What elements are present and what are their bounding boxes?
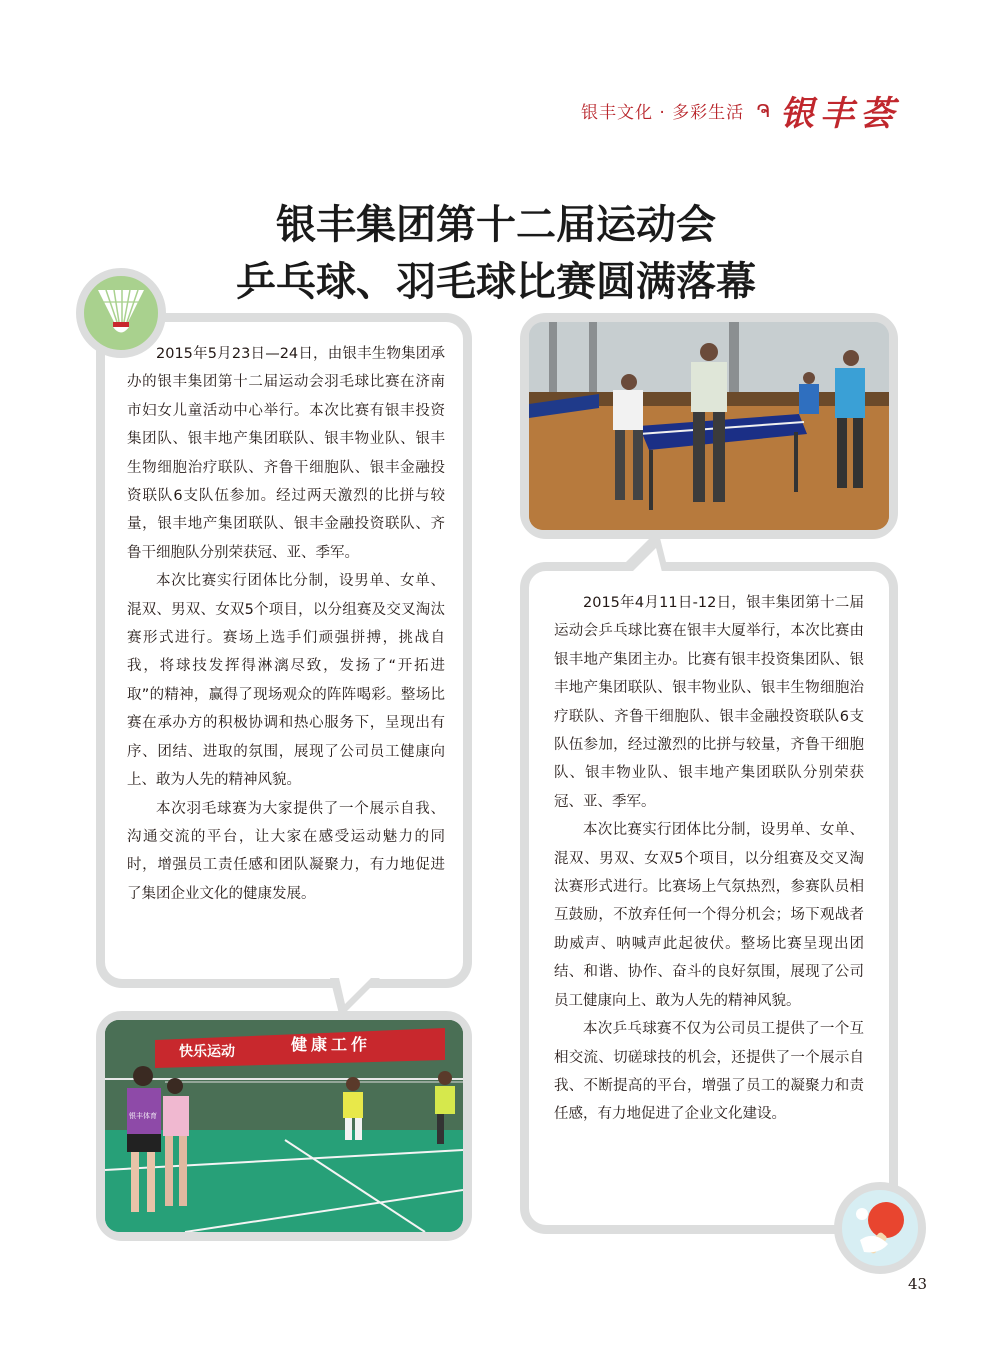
pingpong-paddle-badge-icon xyxy=(834,1182,926,1274)
magazine-logo: 银丰荟 xyxy=(780,94,900,134)
article-paragraph: 2015年4月11日-12日，银丰集团第十二届运动会乒乓球比赛在银丰大厦举行，本次比赛由银丰地产集团主办。比赛有银丰投资集团队、银丰地产集团联队、银丰物业队、银丰生物细胞治疗联队、齐鲁干细胞队、银丰金融投资联队6支队伍参加，经过激烈的比拼与较量，齐鲁干细胞队、银丰物业队、银丰地产集团联队分别荣获冠、亚、季军。 xyxy=(554,595,864,810)
shuttlecock-icon xyxy=(84,276,158,350)
article-paragraph: 本次比赛实行团体比分制，设男单、女单、混双、男双、女双5个项目，以分组赛及交叉淘汰赛形式进行。比赛场上气氛热烈，参赛队员相互鼓励，不放弃任何一个得分机会；场下观战者助威声、呐喊声此起彼伏。整场比赛呈现出团结、和谐、协作、奋斗的良好氛围，展现了公司员工健康向上、敢为人先的精神风貌。 xyxy=(554,822,864,1009)
pingpong-scene-illustration xyxy=(529,322,889,530)
bubble-tail-inner xyxy=(632,548,662,572)
banner-text-left: 快乐运动 xyxy=(179,1044,235,1060)
badminton-scene-illustration xyxy=(105,1020,463,1232)
pingpong-paddle-icon xyxy=(842,1190,918,1266)
swirl-ornament-icon: ຈ xyxy=(756,98,770,123)
article-paragraph: 本次比赛实行团体比分制，设男单、女单、混双、男双、女双5个项目，以分组赛及交叉淘汰赛形式进行。赛场上选手们顽强拼搏，挑战自我，将球技发挥得淋漓尽致，发扬了“开拓进取”的精神，赢得了现场观众的阵阵喝彩。整场比赛在承办方的积极协调和热心服务下，呈现出有序、团结、进取的氛围，展现了公司员工健康向上、敢为人先的精神风貌。 xyxy=(127,573,445,789)
article-paragraph: 2015年5月23日—24日，由银丰生物集团承办的银丰集团第十二届运动会羽毛球比赛在济南市妇女儿童活动中心举行。本次比赛有银丰投资集团队、银丰地产集团联队、银丰物业队、银丰生物细胞治疗联队、齐鲁干细胞队、银丰金融投资联队6支队伍参加。经过两天激烈的比拼与较量，银丰地产集团联队、银丰金融投资联队、齐鲁干细胞队分别荣获冠、亚、季军。 xyxy=(127,346,445,561)
pingpong-article-text xyxy=(554,589,864,1129)
jersey-text: 银丰体育 xyxy=(129,1112,157,1120)
page-header xyxy=(581,86,900,135)
badminton-article-text xyxy=(127,340,445,908)
bubble-tail-inner xyxy=(339,978,371,1004)
article-title-line-1: 银丰集团第十二届运动会 xyxy=(276,201,716,248)
section-label: 银丰文化 · 多彩生活 xyxy=(580,103,745,123)
shuttlecock-badge-icon xyxy=(76,268,166,358)
banner-text-right: 健康工作 xyxy=(291,1035,372,1054)
pingpong-match-photo xyxy=(529,322,889,530)
page-number: 43 xyxy=(908,1275,928,1293)
article-title-line-2: 乒乓球、羽毛球比赛圆满落幕 xyxy=(236,258,756,305)
article-paragraph: 本次羽毛球赛为大家提供了一个展示自我、沟通交流的平台，让大家在感受运动魅力的同时，增强员工责任感和团队凝聚力，有力地促进了集团企业文化的健康发展。 xyxy=(127,800,445,902)
badminton-match-photo xyxy=(105,1020,463,1232)
article-paragraph: 本次乒乓球赛不仅为公司员工提供了一个互相交流、切磋球技的机会，还提供了一个展示自我、不断提高的平台，增强了员工的凝聚力和责任感，有力地促进了企业文化建设。 xyxy=(554,1021,864,1123)
